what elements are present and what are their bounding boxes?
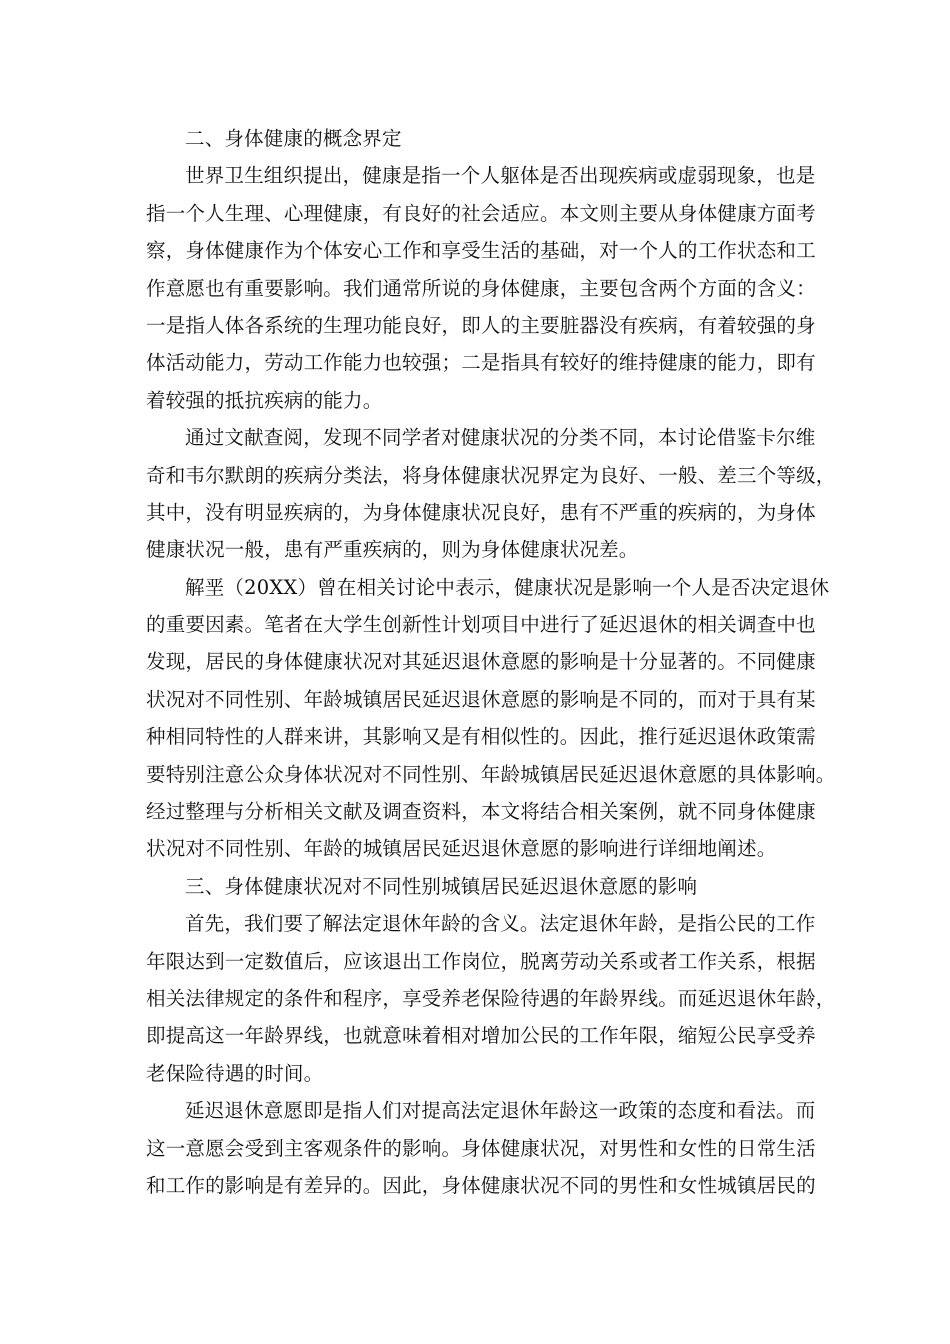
paragraph-line: 延迟退休意愿即是指人们对提高法定退休年龄这一政策的态度和看法。而 (185, 1099, 816, 1123)
paragraph-line: 其中，没有明显疾病的，为身体健康状况良好，患有不严重的疾病的，为身体 (146, 500, 816, 524)
paragraph-line: 指一个人生理、心理健康，有良好的社会适应。本文则主要从身体健康方面考 (146, 201, 816, 225)
paragraph (146, 157, 814, 419)
paragraph-line: 作意愿也有重要影响。我们通常所说的身体健康，主要包含两个方面的含义： (146, 276, 816, 300)
paragraph-line: 解垩（20XX）曾在相关讨论中表示，健康状况是影响一个人是否决定退休 (185, 575, 830, 599)
document-body (146, 120, 836, 1204)
paragraph-line: 发现，居民的身体健康状况对其延迟退休意愿的影响是十分显著的。不同健康 (146, 650, 816, 674)
paragraph-line: 经过整理与分析相关文献及调查资料，本文将结合相关案例，就不同身体健康 (146, 800, 816, 824)
paragraph-line: 一是指人体各系统的生理功能良好，即人的主要脏器没有疾病，有着较强的身 (146, 313, 816, 337)
paragraph-line: 老保险待遇的时间。 (146, 1061, 324, 1085)
paragraph-line: 奇和韦尔默朗的疾病分类法，将身体健康状况界定为良好、一般、差三个等级， (146, 463, 836, 487)
paragraph-line: 种相同特性的人群来讲，其影响又是有相似性的。因此，推行延迟退休政策需 (146, 725, 816, 749)
paragraph (146, 569, 836, 868)
paragraph (146, 1092, 814, 1204)
paragraph (146, 905, 836, 1092)
paragraph-line: 世界卫生组织提出，健康是指一个人躯体是否出现疾病或虚弱现象，也是 (185, 164, 816, 188)
section-heading: 二、身体健康的概念界定 (185, 127, 402, 150)
paragraph-line: 要特别注意公众身体状况对不同性别、年龄城镇居民延迟退休意愿的具体影响。 (146, 762, 836, 786)
section-heading: 三、身体健康状况对不同性别城镇居民延迟退休意愿的影响 (185, 874, 698, 898)
paragraph-line: 年限达到一定数值后，应该退出工作岗位，脱离劳动关系或者工作关系，根据 (146, 949, 816, 973)
paragraph-line: 状况对不同性别、年龄城镇居民延迟退休意愿的影响是不同的，而对于具有某 (146, 687, 816, 711)
paragraph-line: 这一意愿会受到主客观条件的影响。身体健康状况，对男性和女性的日常生活 (146, 1136, 816, 1160)
paragraph-line: 即提高这一年龄界线，也就意味着相对增加公民的工作年限，缩短公民享受养 (146, 1024, 816, 1048)
paragraph-line: 着较强的抵抗疾病的能力。 (146, 388, 383, 412)
paragraph-line: 相关法律规定的条件和程序，享受养老保险待遇的年龄界线。而延迟退休年龄， (146, 986, 836, 1010)
paragraph-line: 体活动能力，劳动工作能力也较强；二是指具有较好的维持健康的能力，即有 (146, 351, 816, 375)
paragraph (146, 419, 836, 569)
paragraph-line: 的重要因素。笔者在大学生创新性计划项目中进行了延迟退休的相关调查中也 (146, 613, 816, 637)
paragraph-line: 首先，我们要了解法定退休年龄的含义。法定退休年龄，是指公民的工作 (185, 912, 816, 936)
paragraph-line: 通过文献查阅，发现不同学者对健康状况的分类不同，本讨论借鉴卡尔维 (185, 426, 816, 450)
paragraph-line: 状况对不同性别、年龄的城镇居民延迟退休意愿的影响进行详细地阐述。 (146, 837, 777, 861)
paragraph-line: 健康状况一般，患有严重疾病的，则为身体健康状况差。 (146, 538, 639, 562)
paragraph-line: 和工作的影响是有差异的。因此，身体健康状况不同的男性和女性城镇居民的 (146, 1173, 816, 1197)
paragraph-line: 察，身体健康作为个体安心工作和享受生活的基础，对一个人的工作状态和工 (146, 239, 816, 263)
